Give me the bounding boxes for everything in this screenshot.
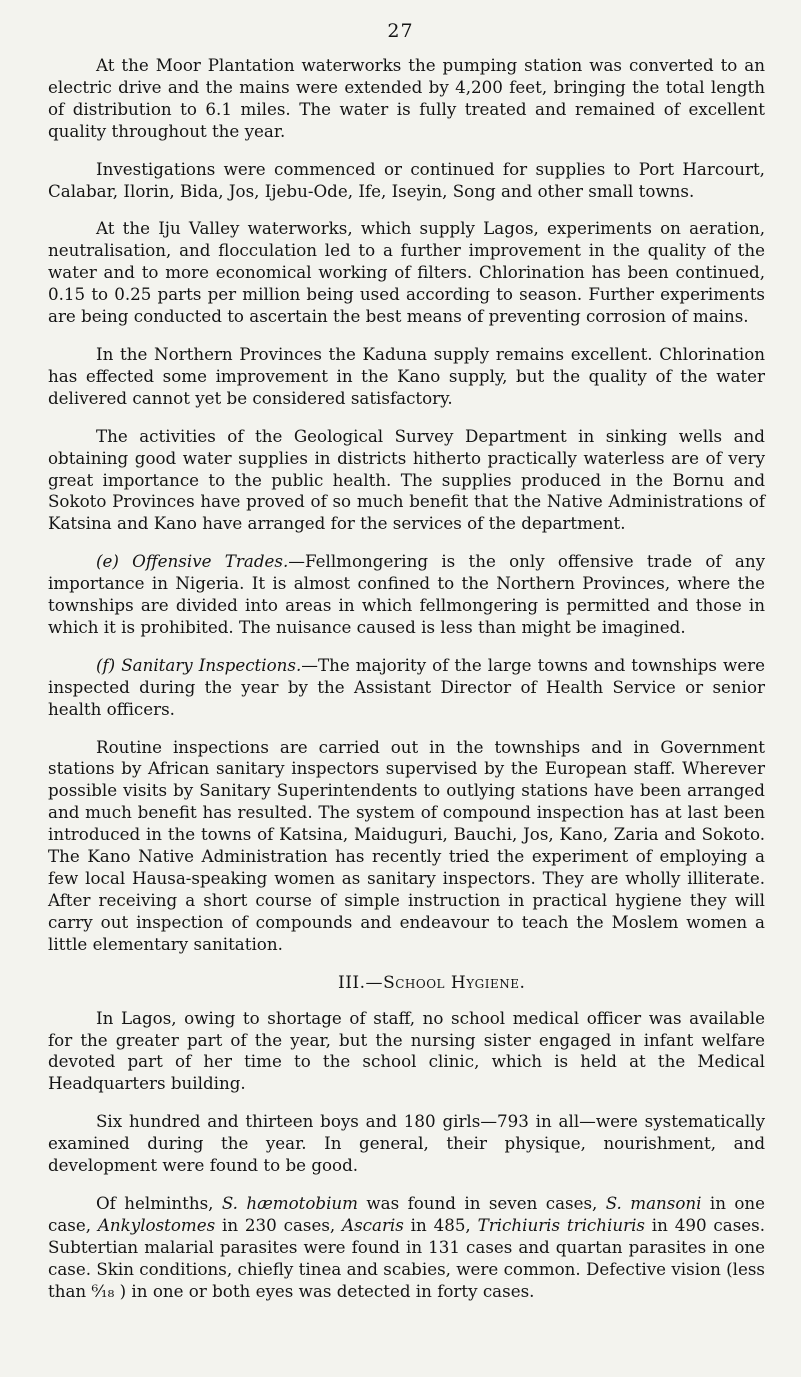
sanitary-inspections-label: (f) Sanitary Inspections. (96, 654, 302, 675)
paragraph-moor-plantation: At the Moor Plantation waterworks the pumping station was converted to an electric drive and the mains were extended by 4,200 feet, bringing the total length of distribution to 6.1 miles. The water is fully treated and remained of excellent quality throughout the year. (48, 55, 765, 141)
sanitary-inspections-text: —The majority of the large towns and townships were inspected during the year by the Assistant Director of Health Service or senior health officers. (48, 654, 766, 719)
offensive-trades-label: (e) Offensive Trades. (96, 551, 289, 572)
paragraph-helminths (48, 1193, 765, 1303)
helminths-text-3: in one case, (48, 1192, 765, 1235)
section-number: III.— (338, 972, 384, 993)
species-ankylostomes: Ankylostomes (97, 1214, 216, 1235)
paragraph-lagos-school: In Lagos, owing to shortage of staff, no school medical officer was available for the greater part of the year, but the nursing sister engaged in infant welfare devoted part of her time to the school clinic, which is held at the Medical Headquarters building. (48, 1007, 765, 1094)
paragraph-iju-valley: At the Iju Valley waterworks, which supply Lagos, experiments on aeration, neutralisation, and flocculation led to a further improvement in the quality of the water and to more economical working of filters. Chlorination has been continued, 0.15 to 0.25 parts per million being used according to season. Further experiments are being conducted to ascertain the best means of preventing corrosion of mains. (48, 218, 765, 327)
paragraph-examinations: Six hundred and thirteen boys and 180 girls—793 in all—were systematically examined during the year. In general, their physique, nourishment, and development were found to be good. (48, 1111, 765, 1176)
helminths-text-5: in 485, (403, 1214, 478, 1235)
helminths-text-2: was found in seven cases, (358, 1192, 606, 1213)
species-trichiuris: Trichiuris trichiuris (477, 1214, 645, 1235)
paragraph-geological-survey: The activities of the Geological Survey Department in sinking wells and obtaining good water supplies in districts hitherto practically waterless are of very great importance to the public health. The supplies produced in the Bornu and Sokoto Provinces have proved of so much benefit that the Native Administrations of Katsina and Kano have arranged for the services of the department. (48, 425, 765, 534)
helminths-text-4: in 230 cases, (215, 1214, 343, 1235)
paragraph-routine-inspections: Routine inspections are carried out in the townships and in Government stations by African sanitary inspectors supervised by the European staff. Wherever possible visits by Sanitary Superintendents to outlying stations have been arranged and much benefit has resulted. The system of compound inspection has at last been introduced in the towns of Katsina, Maiduguri, Bauchi, Jos, Kano, Zaria and Sokoto. The Kano Native Administration has recently tried the experiment of employing a few local Hausa-speaking women as sanitary inspectors. They are wholly illiterate. After receiving a short course of simple instruction in practical hygiene they will carry out inspection of compounds and endeavour to teach the Moslem women a little elementary sanitation. (48, 736, 765, 954)
paragraph-sanitary-inspections (48, 655, 765, 721)
paragraph-offensive-trades (48, 551, 765, 639)
page-number: 27 (387, 20, 414, 42)
section-title: School Hygiene. (383, 972, 526, 993)
species-s-mansoni: S. mansoni (605, 1192, 702, 1213)
body-text (48, 55, 765, 1319)
helminths-text-1: Of helminths, (96, 1192, 222, 1213)
species-s-haemotobium: S. hæmotobium (221, 1192, 359, 1213)
paragraph-northern-provinces: In the Northern Provinces the Kaduna supply remains excellent. Chlorination has effected some improvement in the Kano supply, but the quality of the water delivered cannot yet be considered satisfactory. (48, 343, 765, 408)
offensive-trades-text: —Fellmongering is the only offensive trade of any importance in Nigeria. It is almost confined to the Northern Provinces, where the townships are divided into areas in which fellmongering is permitted and those in which it is prohibited. The nuisance caused is less than might be imagined. (48, 551, 765, 637)
section-heading-school-hygiene (48, 972, 765, 994)
helminths-text-6: in 490 cases. Subtertian malarial parasites were found in 131 cases and quartan parasites in one case. Skin conditions, chiefly tinea and scabies, were common. Defective vision (less than ⁶⁄₁₈ ) in one or both eyes was detected in forty cases. (48, 1214, 766, 1301)
species-ascaris: Ascaris (342, 1214, 404, 1235)
paragraph-investigations: Investigations were commenced or continued for supplies to Port Harcourt, Calabar, Ilorin, Bida, Jos, Ijebu-Ode, Ife, Iseyin, Song and other small towns. (48, 158, 765, 201)
